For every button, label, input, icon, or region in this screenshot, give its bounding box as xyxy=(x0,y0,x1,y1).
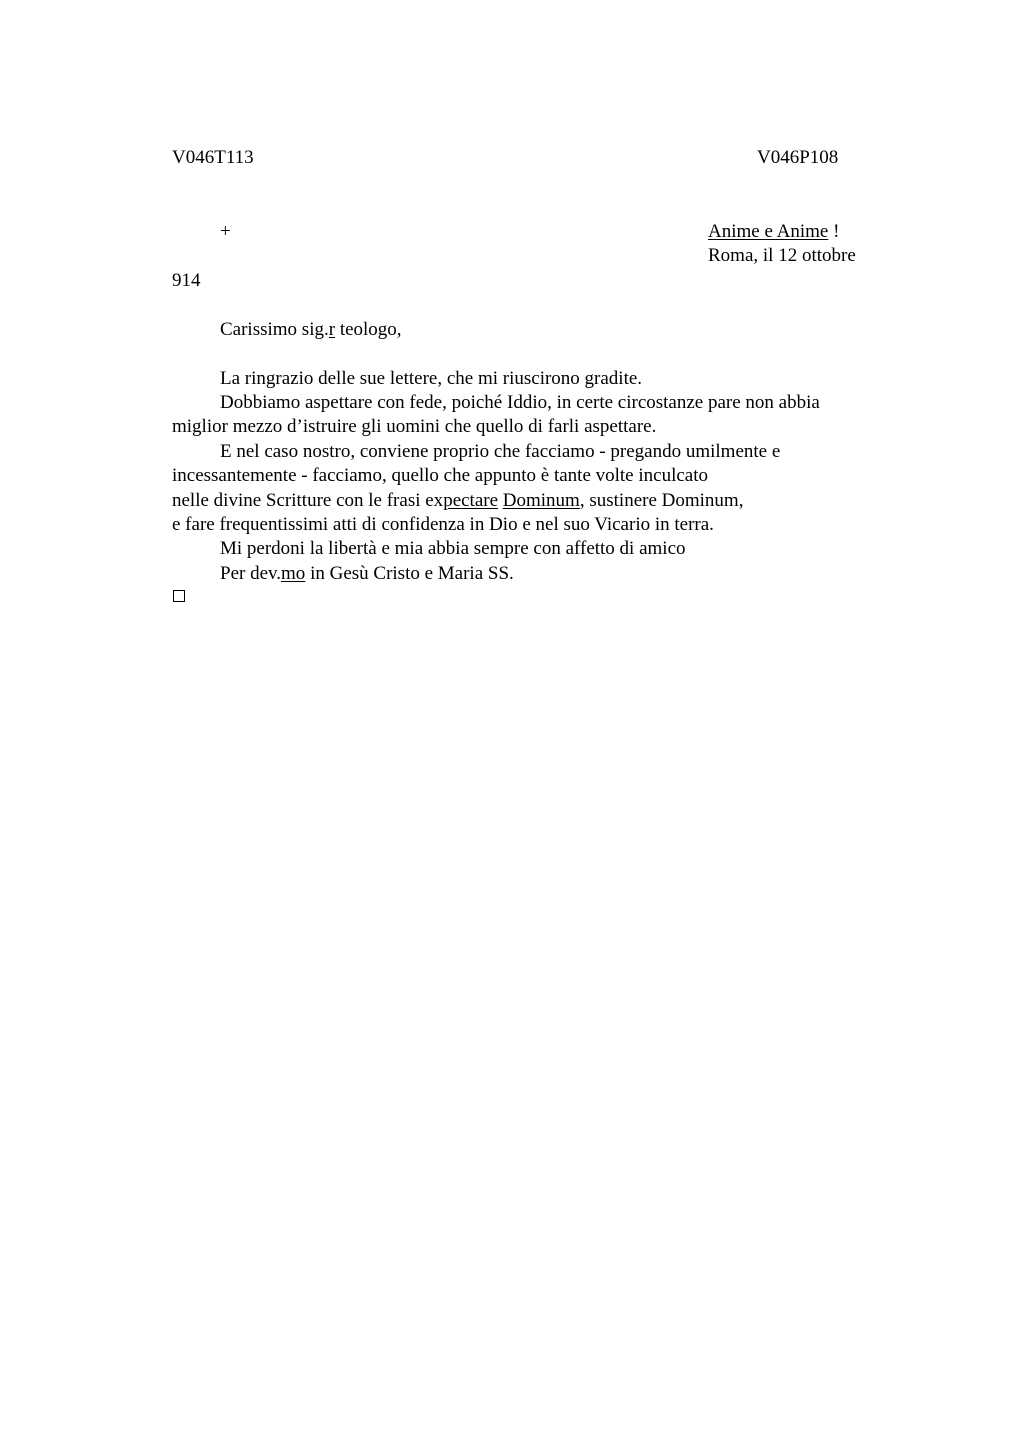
body-line-6-a: nelle divine Scritture con le frasi ex xyxy=(172,490,444,511)
motto-line xyxy=(708,220,839,244)
motto-text: Anime e Anime xyxy=(708,221,829,242)
salutation-suffix: teologo, xyxy=(335,319,402,340)
body-line-4: E nel caso nostro, conviene proprio che facciamo - pregando umilmente e xyxy=(220,441,781,462)
cross-symbol: + xyxy=(220,221,231,242)
body-line-6-d: Dominum xyxy=(502,490,580,511)
body-line-6-e: , sustinere Dominum, xyxy=(579,490,744,511)
body-line-8: Mi perdoni la libertà e mia abbia sempre con affetto di amico xyxy=(220,538,686,559)
salutation-prefix: Carissimo sig. xyxy=(220,319,329,340)
square-box-icon xyxy=(173,590,185,602)
document-code-right: V046P108 xyxy=(757,147,839,168)
salutation-sup: r xyxy=(328,319,336,340)
body-line-6-b: pectare xyxy=(443,490,499,511)
year-tail: 914 xyxy=(172,270,201,291)
closing-line xyxy=(220,562,514,586)
closing-b: mo xyxy=(281,563,306,584)
document-code-left: V046T113 xyxy=(172,147,254,168)
closing-a: Per dev. xyxy=(220,563,282,584)
body-line-3: miglior mezzo d’istruire gli uomini che quello di farli aspettare. xyxy=(172,416,657,437)
body-line-7: e fare frequentissimi atti di confidenza in Dio e nel suo Vicario in terra. xyxy=(172,514,714,535)
body-line-1: La ringrazio delle sue lettere, che mi riuscirono gradite. xyxy=(220,368,643,389)
place-date: Roma, il 12 ottobre xyxy=(708,245,856,266)
body-line-2: Dobbiamo aspettare con fede, poiché Iddio, in certe circostanze pare non abbia xyxy=(220,392,820,413)
salutation xyxy=(220,318,402,342)
body-line-5: incessantemente - facciamo, quello che appunto è tante volte inculcato xyxy=(172,465,708,486)
motto-suffix: ! xyxy=(828,221,840,242)
closing-c: in Gesù Cristo e Maria SS. xyxy=(305,563,514,584)
body-line-6 xyxy=(172,489,743,513)
